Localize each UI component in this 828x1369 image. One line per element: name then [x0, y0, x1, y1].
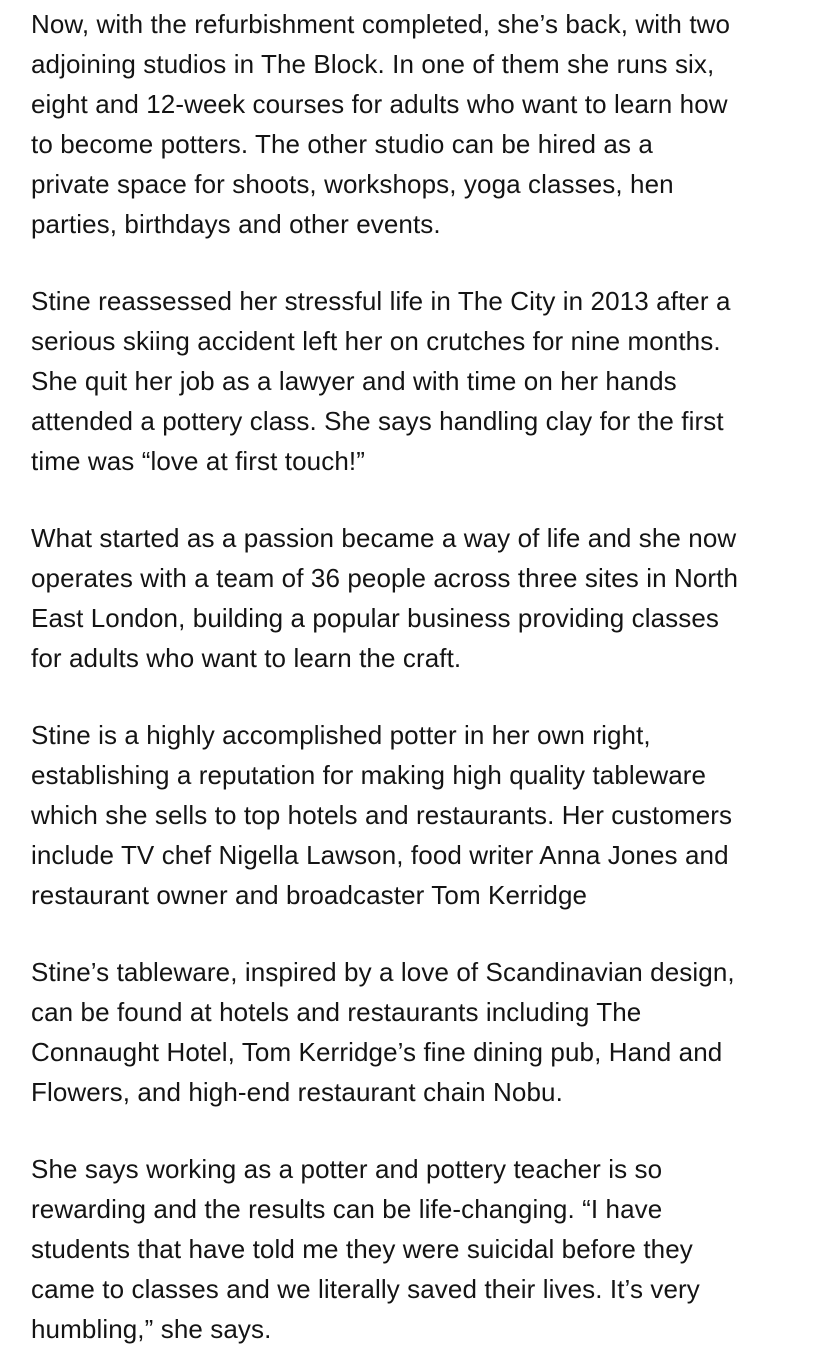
paragraph-business: What started as a passion became a way of life and she now operates with a team of 36 people across three sites in North East London, building a popular business providing classes for adults who want to learn the craft. [31, 523, 739, 673]
paragraph-background: Stine reassessed her stressful life in The City in 2013 after a serious skiing accident left her on crutches for nine months. She quit her job as a lawyer and with time on her hands attended a pottery class. She says handling clay for the first time was “love at first touch!” [31, 286, 731, 476]
paragraph-refurbishment: Now, with the refurbishment completed, she’s back, with two adjoining studios in The Block. In one of them she runs six, eight and 12-week courses for adults who want to learn how to become potters. The other studio can be hired as a private space for shoots, workshops, yoga classes, hen parties, birthdays and other events. [31, 9, 731, 239]
article-body [31, 4, 821, 1349]
paragraph-quote: She says working as a potter and pottery teacher is so rewarding and the results can be life-changing. “I have students that have told me they were suicidal before they came to classes and we literally saved their lives. It’s very humbling,” she says. [31, 1154, 700, 1344]
paragraph-reputation: Stine is a highly accomplished potter in her own right, establishing a reputation for making high quality tableware which she sells to top hotels and restaurants. Her customers include TV chef Nigella Lawson, food writer Anna Jones and restaurant owner and broadcaster Tom Kerridge [31, 720, 733, 910]
paragraph-tableware: Stine’s tableware, inspired by a love of Scandinavian design, can be found at hotels and restaurants including The Connaught Hotel, Tom Kerridge’s fine dining pub, Hand and Flowers, and high-end restaurant chain Nobu. [31, 957, 735, 1107]
